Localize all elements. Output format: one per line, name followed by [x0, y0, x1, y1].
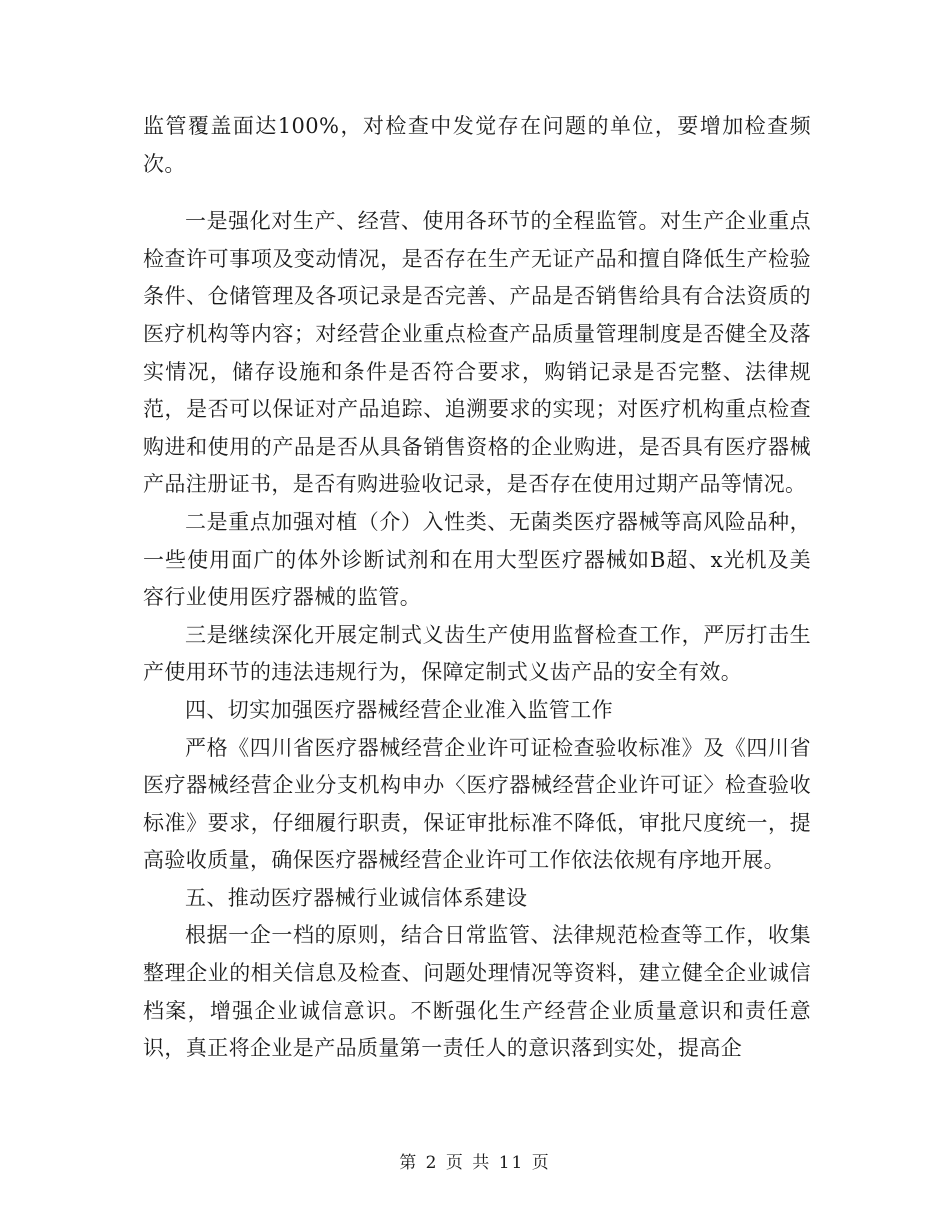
paragraph-licensing-standards: 严格《四川省医疗器械经营企业许可证检查验收标准》及《四川省医疗器械经营企业分支机构申办〈医疗器械经营企业许可证〉检查验收标准》要求，仔细履行职责，保证审批标准不降低，审批尺度统一，提高验收质量，确保医疗器械经营企业许可工作依法依规有序地开展。 — [143, 735, 811, 873]
paragraph-high-risk-devices: 二是重点加强对植（介）入性类、无菌类医疗器械等高风险品种，一些使用面广的体外诊断试剂和在用大型医疗器械如B超、x光机及美容行业使用医疗器械的监管。 — [143, 509, 811, 610]
section-heading-5: 五、推动医疗器械行业诚信体系建设 — [185, 885, 528, 910]
paragraph-lifecycle-supervision: 一是强化对生产、经营、使用各环节的全程监管。对生产企业重点检查许可事项及变动情况，是否存在生产无证产品和擅自降低生产检验条件、仓储管理及各项记录是否完善、产品是否销售给具有合法资质的医疗机构等内容；对经营企业重点检查产品质量管理制度是否健全及落实情况，储存设施和条件是否符合要求，购销记录是否完整、法律规范，是否可以保证对产品追踪、追溯要求的实现；对医疗机构重点检查购进和使用的产品是否从具备销售资格的企业购进，是否具有医疗器械产品注册证书，是否有购进验收记录，是否存在使用过期产品等情况。 — [143, 209, 811, 497]
page-footer — [0, 1152, 950, 1174]
section-heading-4: 四、切实加强医疗器械经营企业准入监管工作 — [185, 697, 613, 722]
paragraph-dentures: 三是继续深化开展定制式义齿生产使用监督检查工作，严厉打击生产使用环节的违法违规行为，保障定制式义齿产品的安全有效。 — [143, 622, 811, 685]
document-body — [143, 108, 811, 1068]
paragraph-credit-archives: 根据一企一档的原则，结合日常监管、法律规范检查等工作，收集整理企业的相关信息及检查、问题处理情况等资料，建立健全企业诚信档案，增强企业诚信意识。不断强化生产经营企业质量意识和责任意识，真正将企业是产品质量第一责任人的意识落到实处，提高企 — [143, 923, 811, 1061]
paragraph-continuation: 监管覆盖面达100%，对检查中发觉存在问题的单位，要增加检查频次。 — [143, 114, 811, 176]
page-number: 第 2 页 共 11 页 — [399, 1153, 551, 1173]
